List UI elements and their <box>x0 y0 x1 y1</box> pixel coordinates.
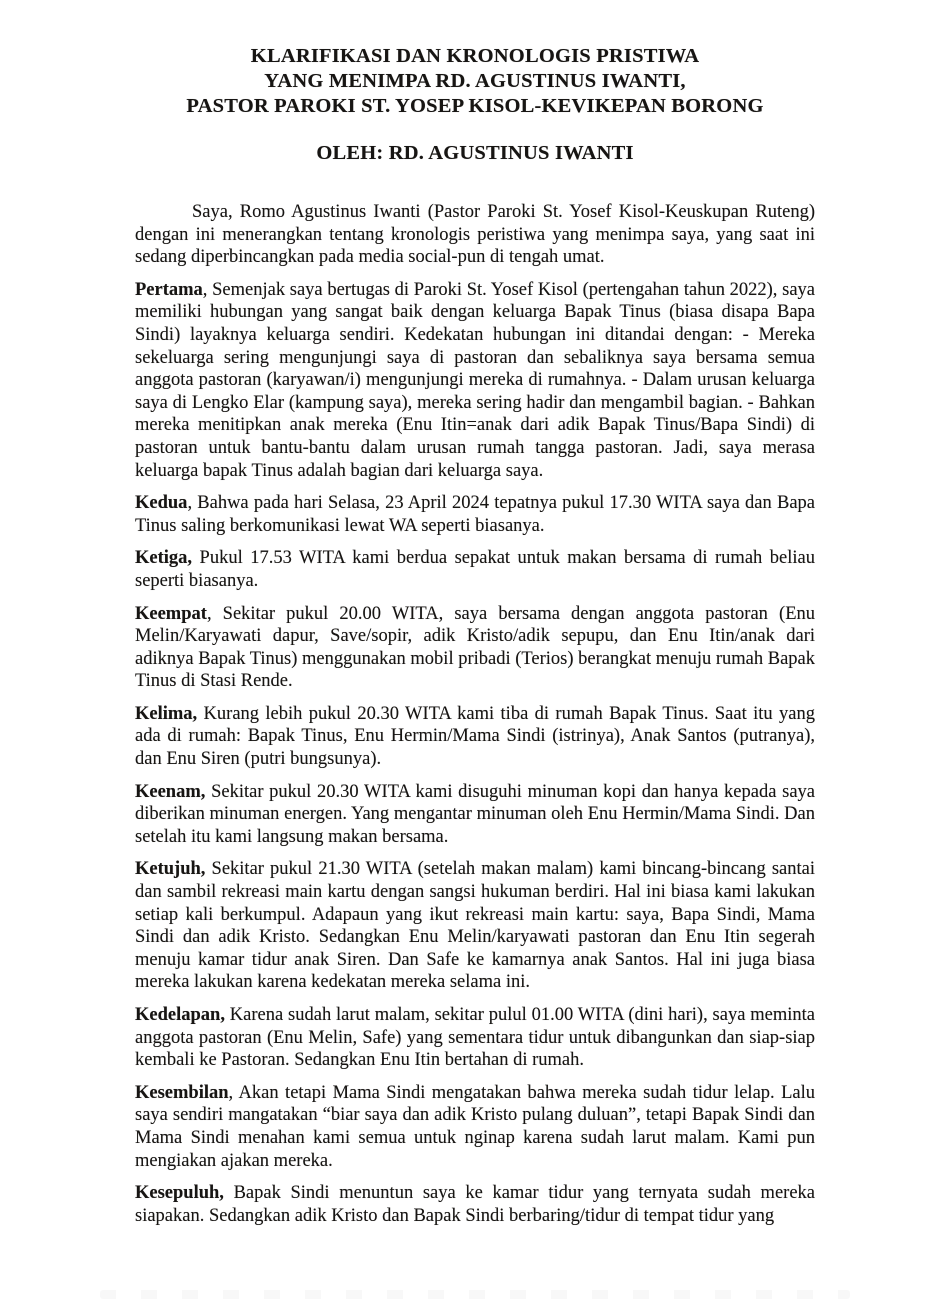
paragraph-text: Karena sudah larut malam, sekitar pulul 01.00 WITA (dini hari), saya meminta anggota pastoran (Enu Melin, Safe) yang sementara tidur untuk dibangunkan dan siap-siap kembali ke Pastoran. Sedangkan Enu Itin bertahan di rumah. <box>135 1005 815 1071</box>
paragraph-lead: Kelima, <box>135 703 198 724</box>
paragraph-text: Sekitar pukul 21.30 WITA (setelah makan malam) kami bincang-bincang santai dan sambil rekreasi main kartu dengan sangsi hukuman berdiri. Hal ini biasa kami lakukan setiap kali berkumpul. Adapaun yang ikut rekreasi main kartu: saya, Bapa Sindi, Mama Sindi dan adik Kristo. Sedangkan Enu Melin/karyawati pastoran dan Enu Itin segerah menuju kamar tidur anak Siren. Dan Safe ke kamarnya anak Santos. Hal ini juga biasa mereka lakukan karena kedekatan mereka selama ini. <box>135 859 815 993</box>
paragraph-text: Bapak Sindi menuntun saya ke kamar tidur yang ternyata sudah mereka siapakan. Sedangkan adik Kristo dan Bapak Sindi berbaring/tidur di tempat tidur yang <box>135 1183 815 1226</box>
paragraph-lead: Ketiga, <box>135 548 193 569</box>
cut-off-text-ghost <box>100 1290 850 1299</box>
paragraph-lead: Kedua <box>135 493 188 514</box>
title-line-2: YANG MENIMPA RD. AGUSTINUS IWANTI, <box>264 70 686 92</box>
paragraph-keempat <box>135 603 815 693</box>
paragraph-kelima <box>135 703 815 771</box>
intro-paragraph: Saya, Romo Agustinus Iwanti (Pastor Paroki St. Yosef Kisol-Keuskupan Ruteng) dengan ini menerangkan tentang kronologis peristiwa yang menimpa saya, yang saat ini sedang diperbincangkan pada media social-pun di tengah umat. <box>135 202 815 268</box>
paragraph-kedua <box>135 492 815 537</box>
paragraph-text: , Semenjak saya bertugas di Paroki St. Yosef Kisol (pertengahan tahun 2022), saya memiliki hubungan yang sangat baik dengan keluarga Bapak Tinus (biasa disapa Bapa Sindi) layaknya keluarga sendiri. Kedekatan hubungan ini ditandai dengan: - Mereka sekeluarga sering mengunjungi saya di pastoran dan sebaliknya saya bersama semua anggota pastoran (karyawan/i) mengunjungi mereka di rumahnya. - Dalam urusan keluarga saya di Lengko Elar (kampung saya), mereka sering hadir dan mengambil bagian. - Bahkan mereka menitipkan anak mereka (Enu Itin=anak dari adik Bapak Tinus/Bapa Sindi) di pastoran untuk bantu-bantu dalam urusan rumah tangga pastoran. Jadi, saya merasa keluarga bapak Tinus adalah bagian dari keluarga saya. <box>135 279 815 481</box>
paragraph-ketiga <box>135 547 815 592</box>
paragraph-text: , Akan tetapi Mama Sindi mengatakan bahwa mereka sudah tidur lelap. Lalu saya sendiri mangatakan “biar saya dan adik Kristo pulang duluan”, tetapi Bapak Sindi dan Mama Sindi menahan kami semua untuk nginap karena sudah larut malam. Kami pun mengiakan ajakan mereka. <box>135 1082 815 1171</box>
paragraph-kesepuluh <box>135 1182 815 1227</box>
paragraph-lead: Pertama <box>135 279 203 300</box>
paragraph-lead: Kesepuluh, <box>135 1183 224 1204</box>
paragraph-text: Kurang lebih pukul 20.30 WITA kami tiba di rumah Bapak Tinus. Saat itu yang ada di rumah: Bapak Tinus, Enu Hermin/Mama Sindi (istrinya), Anak Santos (putranya), dan Enu Siren (putri bungsunya). <box>135 703 815 770</box>
paragraph-pertama <box>135 279 815 482</box>
paragraph-lead: Ketujuh, <box>135 859 206 880</box>
paragraph-kedelapan <box>135 1004 815 1072</box>
paragraph-text: , Bahwa pada hari Selasa, 23 April 2024 tepatnya pukul 17.30 WITA saya dan Bapa Tinus saling berkomunikasi lewat WA seperti biasanya. <box>135 493 815 536</box>
paragraph-lead: Keempat <box>135 603 207 624</box>
paragraph-text: Sekitar pukul 20.30 WITA kami disuguhi minuman kopi dan hanya kepada saya diberikan minuman energen. Yang mengantar minuman oleh Enu Hermin/Mama Sindi. Dan setelah itu kami langsung makan bersama. <box>135 781 815 847</box>
title-line-1: KLARIFIKASI DAN KRONOLOGIS PRISTIWA <box>250 45 700 67</box>
title-line-3: PASTOR PAROKI ST. YOSEP KISOL-KEVIKEPAN BORONG <box>186 95 764 117</box>
document-title <box>135 44 815 119</box>
paragraph-keenam <box>135 781 815 849</box>
paragraph-ketujuh <box>135 858 815 994</box>
paragraph-text: Pukul 17.53 WITA kami berdua sepakat untuk makan bersama di rumah beliau seperti biasanya. <box>135 548 815 591</box>
document-body <box>135 201 815 1227</box>
paragraph-text: , Sekitar pukul 20.00 WITA, saya bersama dengan anggota pastoran (Enu Melin/Karyawati dapur, Save/sopir, adik Kristo/adik sepupu, dan Enu Itin/anak dari adiknya Bapak Tinus) menggunakan mobil pribadi (Terios) berangkat menuju rumah Bapak Tinus di Stasi Rende. <box>135 603 815 692</box>
paragraph-lead: Keenam, <box>135 781 206 802</box>
paragraph-lead: Kedelapan, <box>135 1005 225 1025</box>
byline: OLEH: RD. AGUSTINUS IWANTI <box>316 142 634 164</box>
paragraph-kesembilan <box>135 1082 815 1172</box>
paragraph-lead: Kesembilan <box>135 1082 229 1103</box>
